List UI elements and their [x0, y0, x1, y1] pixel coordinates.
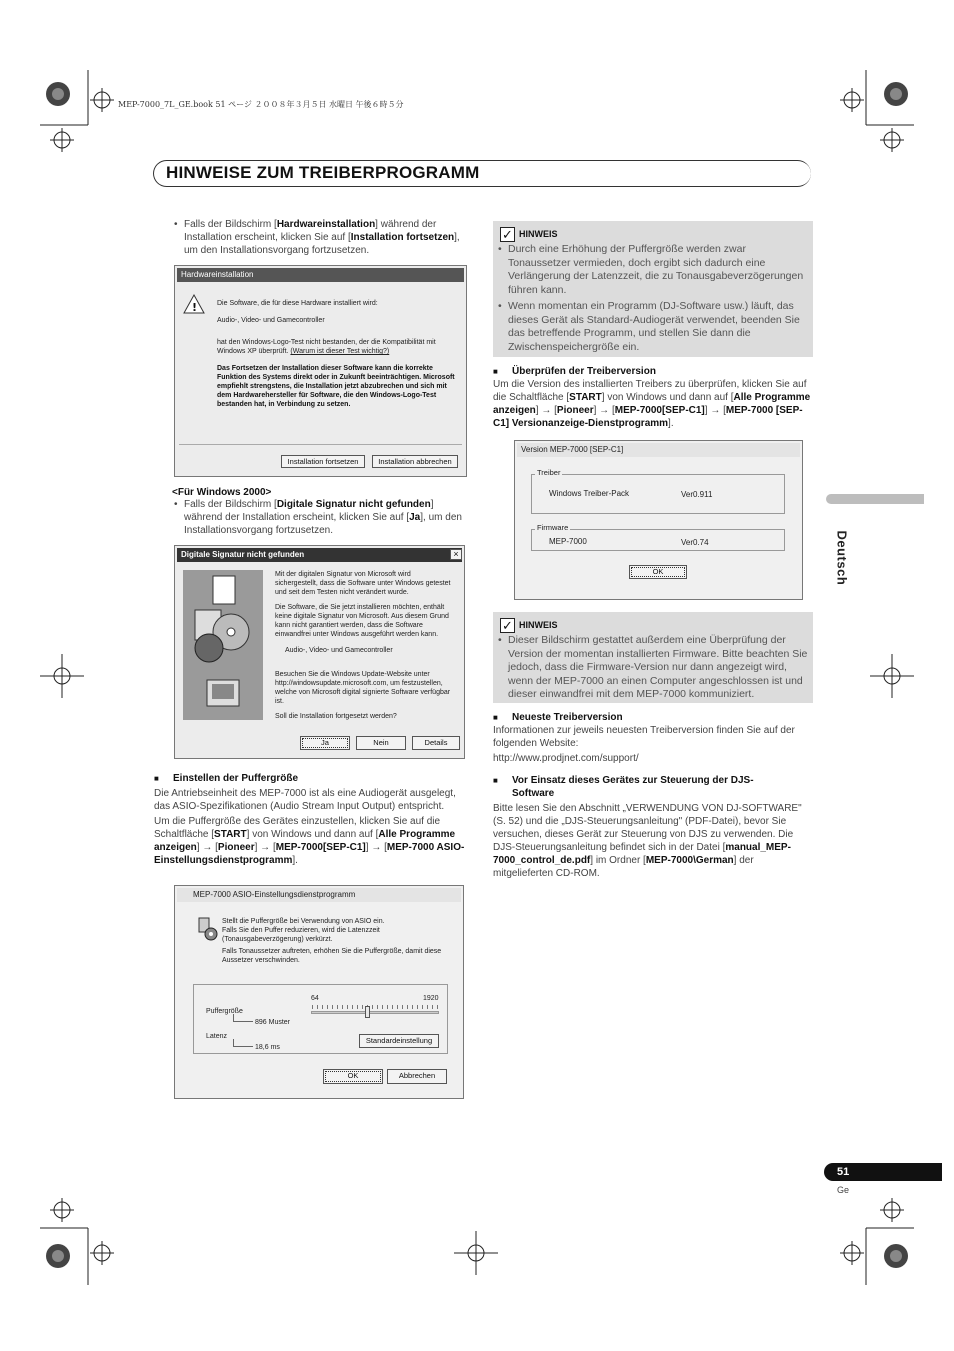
default-settings-button[interactable]: Standardeinstellung	[359, 1034, 439, 1048]
latest-url[interactable]: http://www.prodjnet.com/support/	[493, 753, 639, 764]
speaker-gear-icon	[197, 914, 219, 942]
page-number: 51	[824, 1163, 942, 1181]
buffer-slider-track[interactable]	[311, 1011, 439, 1014]
latency-value: 18,6 ms	[255, 1044, 280, 1051]
latency-bracket	[233, 1039, 253, 1047]
hw-line2: Audio-, Video- und Gamecontroller	[217, 317, 325, 324]
sig-p1: Mit der digitalen Signatur von Microsoft wird sichergestellt, dass die Software unter Windows getestet und seit dem Testen nicht verändert wurde.	[275, 571, 451, 596]
dialog-titlebar: Version MEP-7000 [SEP-C1]	[517, 443, 800, 457]
buffer-value: 896 Muster	[255, 1019, 291, 1026]
why-test-link[interactable]: (Warum ist dieser Test wichtig?)	[290, 348, 390, 355]
firmware-group-label: Firmware	[537, 523, 569, 532]
dialog-titlebar: Digitale Signatur nicht gefunden	[177, 548, 462, 562]
ok-button[interactable]: OK	[629, 565, 687, 579]
version-dialog	[514, 440, 803, 600]
hw-line1: Die Software, die für diese Hardware installiert wird:	[217, 300, 378, 307]
dialog-titlebar: Hardwareinstallation	[177, 268, 464, 282]
buffer-heading: ■ Einstellen der Puffergröße	[154, 772, 470, 785]
signature-illustration-icon	[183, 570, 263, 720]
check-icon: ✓	[500, 618, 515, 633]
file-header: MEP-7000_7L_GE.book 51 ページ ２００８年３月５日 水曜日 午後６時５分	[118, 100, 404, 109]
warning-icon	[183, 294, 205, 314]
firmware-name: MEP-7000	[549, 537, 587, 546]
left-bullet-hw: • Falls der Bildschirm [Hardwareinstallation] während der Installation erscheint, klicken Sie auf [Installation fortsetzen], um den Installationsvorgang fortzusetzen.	[172, 218, 470, 257]
note-box-2	[493, 612, 813, 703]
hw-warning: Das Fortsetzen der Installation dieser Software kann die korrekte Funktion des Systems direkt oder in Zukunft beeinträchtigen. Microsoft empfiehlt strengstens, die Installation jetzt abzubrechen und sich mit dem Hardwarehersteller für Software, die den Windows-Logo-Test bestanden hat, in Verbindung zu setzen.	[217, 365, 455, 408]
yes-button[interactable]: Ja	[300, 736, 350, 750]
buffer-p1: Die Antriebseinheit des MEP-7000 ist als eine Audiogerät ausgelegt, das ASIO-Spezifikationen (Audio Stream Input Output) entspricht.	[154, 788, 456, 812]
buffer-label: Puffergröße	[206, 1008, 243, 1015]
note-title: HINWEIS	[519, 229, 558, 239]
buffer-p2: Um die Puffergröße des Gerätes einzustellen, klicken Sie auf die Schaltfläche [START] von Windows und dann auf [Alle Programme anzeigen] → [Pioneer] → [MEP-7000[SEP-C1]] → [MEP-7000 ASIO-Einstellungsdienstprogramm].	[154, 816, 465, 866]
asio-l2: Falls Sie den Puffer reduzieren, wird die Latenzzeit (Tonausgabeverzögerung) verkürzt.	[222, 927, 380, 943]
hw-line3: hat den Windows-Logo-Test nicht bestanden, der die Kompatibilität mit Windows XP überprüft. (Warum ist dieser Test wichtig?)	[217, 339, 436, 355]
left-bullet-sig: • Falls der Bildschirm [Digitale Signatur nicht gefunden] während der Installation erscheint, klicken Sie auf [Ja], um den Installationsvorgang fortzusetzen.	[172, 498, 470, 537]
sig-p4: Besuchen Sie die Windows Update-Website unter http://windowsupdate.microsoft.com, um festzustellen, welche von Microsoft digital signierte Software verfügbar ist.	[275, 671, 451, 705]
ok-button[interactable]: OK	[323, 1069, 383, 1084]
latest-heading: ■ Neueste Treiberversion	[493, 711, 811, 724]
firmware-version: Ver0.74	[681, 538, 709, 547]
latency-label: Latenz	[206, 1033, 228, 1040]
no-button[interactable]: Nein	[356, 736, 406, 750]
latest-section	[493, 711, 811, 765]
asio-settings-dialog	[174, 885, 464, 1099]
buffer-slider-thumb[interactable]	[365, 1006, 370, 1018]
note-text: • Dieser Bildschirm gestattet außerdem eine Überprüfung der Version der momentan installierten Firmware. Bitte beachten Sie jedoch, dass die Firmware-Version nur dann angezeigt wird, wenn der MEP-7000 an einen Computer angeschlossen ist und dieser einwandfrei mit dem MEP-7000 kommuniziert.	[496, 634, 808, 702]
cancel-button[interactable]: Abbrechen	[387, 1069, 447, 1084]
install-continue-button[interactable]: Installation fortsetzen	[281, 455, 365, 468]
hardware-install-dialog	[174, 265, 467, 477]
latest-p: Informationen zur jeweils neuesten Treiberversion finden Sie auf der folgenden Website:	[493, 725, 795, 749]
side-tab	[826, 494, 924, 504]
buffer-section	[154, 772, 470, 867]
details-button[interactable]: Details	[412, 736, 460, 750]
buffer-bracket	[233, 1014, 253, 1022]
side-language-label: Deutsch	[834, 530, 850, 586]
before-p: Bitte lesen Sie den Abschnitt „VERWENDUNG VON DJ-SOFTWARE" (S. 52) und die „DJS-Steuerungsanleitung" (PDF-Datei), bevor Sie versuchen, dieses Gerät zur Steuerung von DJS zu verwenden. Die DJS-Steuerungsanleitung befindet sich in der Datei [manual_MEP-7000_control_de.pdf] im Ordner [MEP-7000\German] der mitgelieferten CD-ROM.	[493, 803, 802, 879]
asio-l1: Stellt die Puffergröße bei Verwendung von ASIO ein.	[222, 918, 385, 925]
before-section	[493, 774, 811, 880]
check-heading: ■ Überprüfen der Treiberversion	[493, 365, 811, 378]
win2000-heading: <Für Windows 2000>	[172, 487, 272, 498]
install-cancel-button[interactable]: Installation abbrechen	[372, 455, 458, 468]
slider-min-label: 64	[311, 995, 319, 1002]
note-box-1	[493, 221, 813, 357]
note-text: • Durch eine Erhöhung der Puffergröße werden zwar Tonaussetzer vermieden, doch ergibt sich dadurch eine Verlängerung der Latenzzeit, die zu Tonausgabeverzögerungen führen kann. • Wenn momentan ein Programm (DJ-Software usw.) läuft, das dieses Gerät als Standard-Audiogerät verwendet, beenden Sie das betreffende Programm, und stellen Sie dann die Zwischenspeichergröße ein.	[496, 243, 808, 354]
driver-group-label: Treiber	[537, 468, 561, 477]
before-heading: ■ Vor Einsatz dieses Gerätes zur Steuerung der DJS-Software	[493, 774, 811, 800]
sig-p2: Die Software, die Sie jetzt installieren möchten, enthält keine digitale Signatur von Microsoft. Aus diesem Grund kann nicht garantiert werden, dass die Software einwandfrei unter Windows ausgeführt werden kann.	[275, 604, 449, 638]
driver-name: Windows Treiber-Pack	[549, 489, 630, 498]
check-p: Um die Version des installierten Treibers zu überprüfen, klicken Sie auf die Schaltfläche [START] von Windows und dann auf [Alle Programme anzeigen] → [Pioneer] → [MEP-7000[SEP-C1]] → [MEP-7000 [SEP-C1] Versionanzeige-Dienstprogramm].	[493, 379, 811, 429]
driver-version: Ver0.911	[681, 490, 713, 499]
page-title: HINWEISE ZUM TREIBERPROGRAMM	[166, 163, 480, 182]
asio-l3: Falls Tonaussetzer auftreten, erhöhen Sie die Puffergröße, damit diese Aussetzer verschwinden.	[222, 948, 442, 964]
sig-p5: Soll die Installation fortgesetzt werden?	[275, 713, 397, 720]
check-icon: ✓	[500, 227, 515, 242]
signature-dialog	[174, 545, 465, 759]
sig-p3: Audio-, Video- und Gamecontroller	[285, 647, 393, 654]
dialog-divider	[179, 444, 462, 445]
buffer-slider-ticks	[312, 1005, 439, 1009]
check-section	[493, 365, 811, 430]
slider-max-label: 1920	[423, 995, 439, 1002]
svg-text:!: !	[192, 301, 198, 314]
dialog-titlebar: MEP-7000 ASIO-Einstellungsdienstprogramm	[177, 888, 461, 902]
close-icon[interactable]: ×	[450, 549, 462, 560]
page-lang: Ge	[837, 1185, 850, 1195]
note-title: HINWEIS	[519, 620, 558, 630]
